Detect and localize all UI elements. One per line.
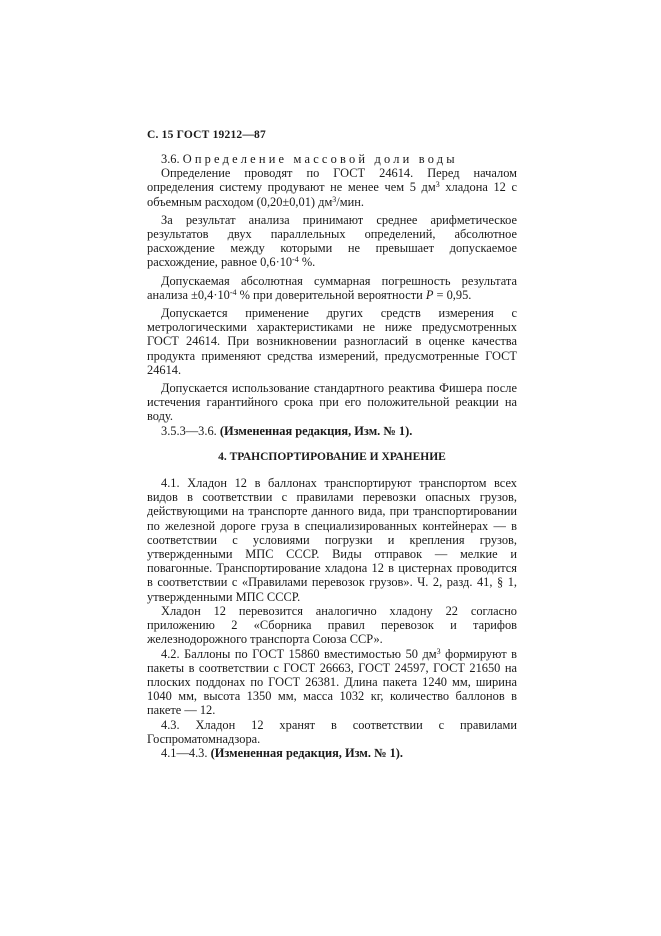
text: формируют в пакеты в соответствии с ГОСТ 26663, ГОСТ 24597, ГОСТ 21650 на плоских поддонах по ГОСТ 26381. Длина пакета 1240 мм, ширина 1040 мм, высота 1350 мм, масса 1032 кг, количество баллонов в пакете — 12.: [147, 646, 518, 718]
paragraph: [147, 213, 517, 270]
paragraph: [147, 166, 517, 209]
text: хладона 12 с объемным расходом (0,20±0,01) дм: [147, 180, 517, 209]
superscript: -4: [229, 287, 237, 297]
superscript: 3: [435, 180, 440, 190]
section-number: 3.6.: [161, 152, 183, 166]
text: 4.1—4.3.: [161, 745, 211, 760]
amendment-label: (Измененная редакция, Изм. № 1).: [210, 745, 404, 760]
text: За результат анализа принимают среднее арифметическое результатов двух параллельных определений, абсолютное расхождение между которыми не превышает допускаемое расхождение, равное 0,6·10: [147, 212, 517, 270]
section-4-title: 4. ТРАНСПОРТИРОВАНИЕ И ХРАНЕНИЕ: [218, 450, 446, 463]
text: 4.2. Баллоны по ГОСТ 15860 вместимостью 50 дм: [161, 646, 437, 661]
page-header: С. 15 ГОСТ 19212—87: [147, 129, 266, 141]
paragraph: Допускается применение других средств измерения с метрологическими характеристиками не ниже предусмотренных ГОСТ 24614. При возникновении разногласий в оценке качества продукта применяют средства измерений, предусмотренные ГОСТ 24614.: [147, 306, 517, 377]
paragraph: [147, 647, 517, 718]
text: Определение проводят по ГОСТ 24614. Перед началом определения систему продувают не менее чем 5 дм: [147, 166, 517, 195]
text: /мин.: [336, 194, 364, 209]
text: = 0,95.: [433, 287, 472, 302]
section-title: Определение массовой доли воды: [182, 152, 458, 166]
variable: P: [425, 287, 434, 302]
document-body: [147, 152, 517, 760]
amendment-note: [147, 424, 517, 438]
amendment-note: [147, 746, 517, 760]
section-3-6-heading: [147, 152, 517, 166]
paragraph: [147, 274, 517, 302]
paragraph: 4.1. Хладон 12 в баллонах транспортируют транспортом всех видов в соответствии с правилами перевозки опасных грузов, действующими на транспорте данного вида, при транспортировании по железной дороге груза в специализированных контейнерах — в соответствии с условиями погрузки и крепления грузов, утвержденными МПС СССР. Виды отправок — мелкие и повагонные. Транспортирование хладона 12 в цистернах проводится в соответствии с «Правилами перевозок грузов». Ч. 2, разд. 41, § 1, утвержденными МПС СССР.: [147, 476, 517, 604]
amendment-label: (Измененная редакция, Изм. № 1).: [219, 423, 413, 438]
superscript: 3: [436, 646, 441, 656]
paragraph: 4.3. Хладон 12 хранят в соответствии с правилами Госпроматомнадзора.: [147, 717, 517, 746]
paragraph: Хладон 12 перевозится аналогично хладону 22 согласно приложению 2 «Сборника правил перевозок и тарифов железнодорожного транспорта Союза ССР».: [147, 603, 517, 647]
text: % при доверительной вероятности: [236, 287, 426, 302]
superscript: -4: [292, 255, 299, 265]
text: 3.5.3—3.6.: [161, 423, 220, 438]
text: Допускаемая абсолютная суммарная погрешность результата анализа ±0,4·10: [147, 273, 517, 302]
paragraph: Допускается использование стандартного реактива Фишера после истечения гарантийного срока при его положительной реакции на воду.: [147, 381, 517, 424]
superscript: 3: [332, 194, 337, 204]
text: %.: [298, 255, 316, 270]
